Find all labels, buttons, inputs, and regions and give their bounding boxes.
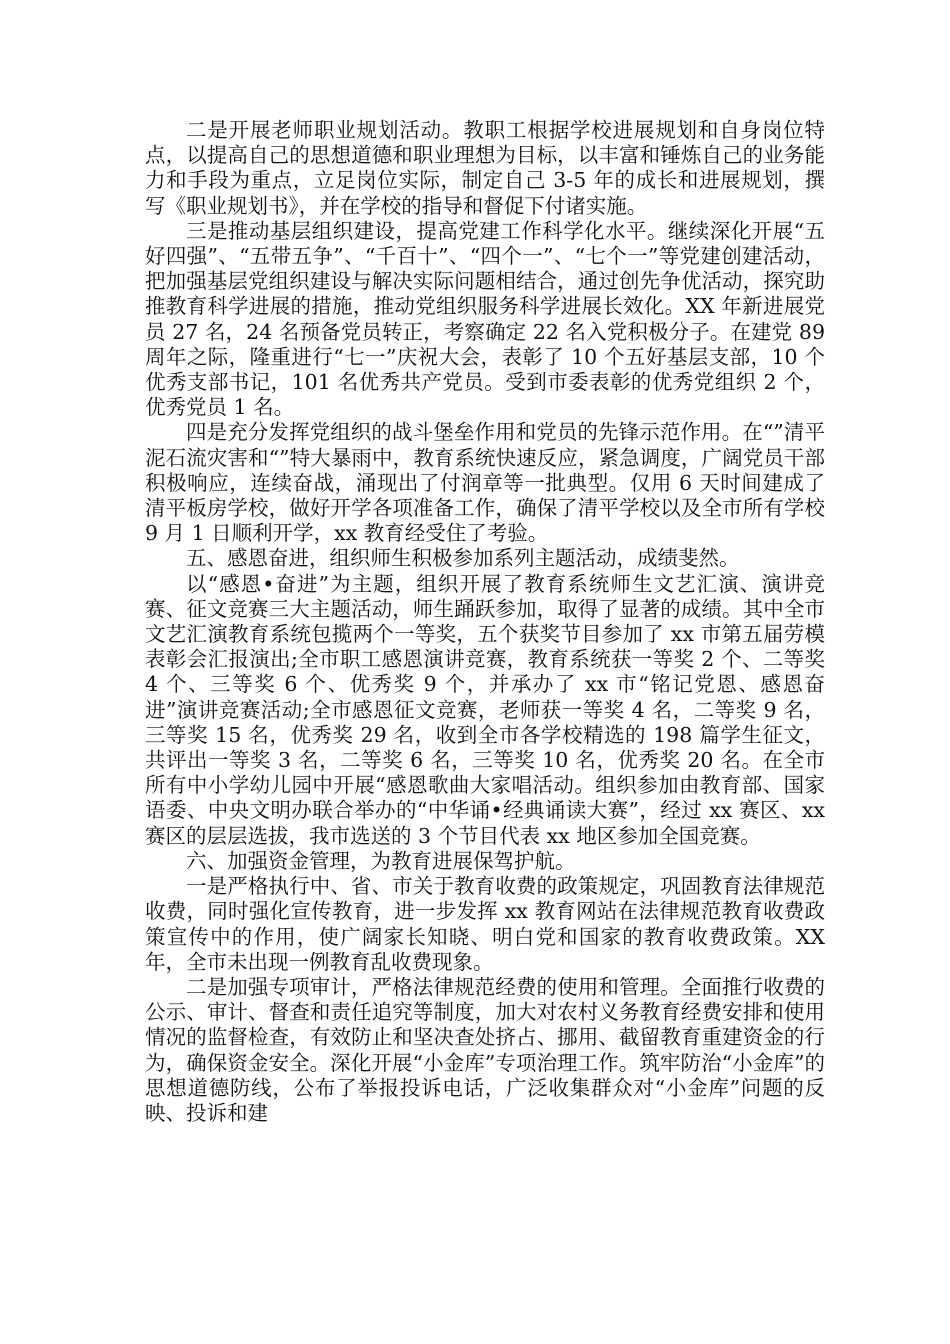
- paragraph-special-audit: 二是加强专项审计，严格法律规范经费的使用和管理。全面推行收费的公示、审计、督查和责任追究等制度，加大对农村义务教育经费安排和使用情况的监督检查，有效防止和坚决查处挤占、挪用、截留教育重建资金的行为，确保资金安全。深化开展“小金库”专项治理工作。筑牢防治“小金库”的思想道德防线，公布了举报投诉电话，广泛收集群众对“小金库”问题的反映、投诉和建: [145, 974, 825, 1125]
- paragraph-party-building: 三是推动基层组织建设，提高党建工作科学化水平。继续深化开展“五好四强”、“五带五争”、“千百十”、“四个一”、“七个一”等党建创建活动，把加强基层党组织建设与解决实际问题相结合，通过创先争优活动，探究助推教育科学进展的措施，推动党组织服务科学进展长效化。XX 年新进展党员 27 名，24 名预备党员转正，考察确定 22 名入党积极分子。在建党 89 周年之际，隆重进行“七一”庆祝大会，表彰了 10 个五好基层支部，10 个优秀支部书记，101 名优秀共产党员。受到市委表彰的优秀党组织 2 个，优秀党员 1 名。: [145, 218, 825, 420]
- paragraph-party-role: 四是充分发挥党组织的战斗堡垒作用和党员的先锋示范作用。在“”清平泥石流灾害和“”特大暴雨中，教育系统快速反应，紧急调度，广阔党员干部积极响应，连续奋战，涌现出了付润章等一批典型。仅用 6 天时间建成了清平板房学校，做好开学各项准备工作，确保了清平学校以及全市所有学校 9 月 1 日顺利开学，xx 教育经受住了考验。: [145, 420, 825, 546]
- document-page: [145, 118, 825, 1126]
- paragraph-theme-activities: 以“感恩•奋进”为主题，组织开展了教育系统师生文艺汇演、演讲竞赛、征文竞赛三大主题活动，师生踊跃参加，取得了显著的成绩。其中全市文艺汇演教育系统包揽两个一等奖，五个获奖节目参加了 xx 市第五届劳模表彰会汇报演出;全市职工感恩演讲竞赛，教育系统获一等奖 2 个、二等奖 4 个、三等奖 6 个、优秀奖 9 个，并承办了 xx 市“铭记党恩、感恩奋进”演讲竞赛活动;全市感恩征文竞赛，老师获一等奖 4 名，二等奖 9 名，三等奖 15 名，优秀奖 29 名，收到全市各学校精选的 198 篇学生征文，共评出一等奖 3 名，二等奖 6 名，三等奖 10 名，优秀奖 20 名。在全市所有中小学幼儿园中开展“感恩歌曲大家唱活动。组织参加由教育部、国家语委、中央文明办联合举办的“中华诵•经典诵读大赛”，经过 xx 赛区、xx 赛区的层层选拔，我市选送的 3 个节目代表 xx 地区参加全国竞赛。: [145, 571, 825, 848]
- paragraph-fee-policy: 一是严格执行中、省、市关于教育收费的政策规定，巩固教育法律规范收费，同时强化宣传教育，进一步发挥 xx 教育网站在法律规范教育收费政策宣传中的作用，使广阔家长知晓、明白党和国家的教育收费政策。XX 年，全市未出现一例教育乱收费现象。: [145, 874, 825, 974]
- section-heading-fund-management: 六、加强资金管理，为教育进展保驾护航。: [186, 848, 576, 873]
- paragraph-career-planning: 二是开展老师职业规划活动。教职工根据学校进展规划和自身岗位特点，以提高自己的思想道德和职业理想为目标，以丰富和锤炼自己的业务能力和手段为重点，立足岗位实际，制定自己 3-5 年的成长和进展规划，撰写《职业规划书》，并在学校的指导和督促下付诸实施。: [145, 118, 825, 218]
- section-heading-gratitude: 五、感恩奋进，组织师生积极参加系列主题活动，成绩斐然。: [186, 546, 740, 571]
